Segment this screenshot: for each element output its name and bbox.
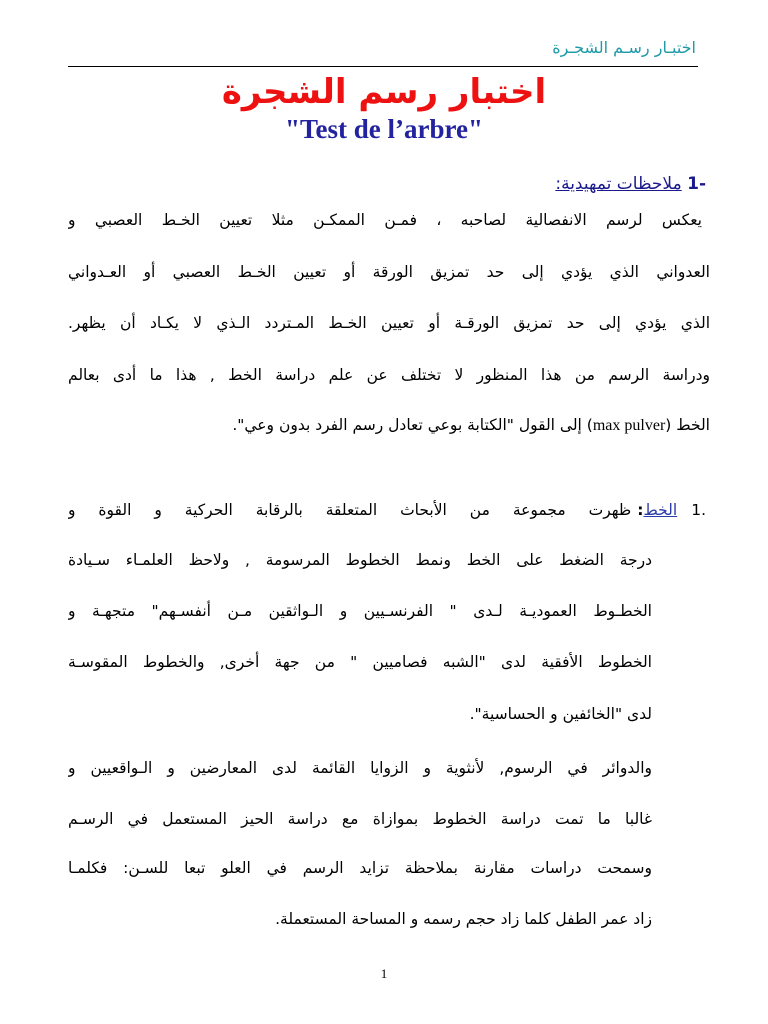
list-item-first-line bbox=[68, 499, 706, 521]
paragraph-line: غالبا ما تمت دراسة الخطوط بموازاة مع دراسة الحيز المستعمل في الرسـم bbox=[68, 810, 652, 828]
paragraph-line: الذي يؤدي إلى حد تمزيق الورقـة أو تعيين الخـط المـتردد الـذي لا يكـاد أن يظهر. bbox=[68, 314, 710, 332]
page-number: 1 bbox=[380, 966, 388, 981]
paragraph-line: يعكس لرسم الانفصالية لصاحبه ، فمـن الممكـن مثلا تعيين الخـط العصبي و bbox=[68, 211, 702, 229]
running-header: اختبـار رسـم الشجـرة bbox=[552, 38, 696, 57]
section-heading bbox=[555, 174, 706, 194]
line-text: الخط ( bbox=[665, 416, 710, 434]
header-rule bbox=[68, 66, 698, 67]
paragraph-line: زاد عمر الطفل كلما زاد حجم رسمه و المساحة المستعملة. bbox=[275, 910, 652, 928]
paragraph-line: ودراسة الرسم من هذا المنظور لا تختلف عن علم دراسة الخط , هذا ما أدى بعالم bbox=[68, 366, 710, 384]
paragraph-line: درجة الضغط على الخط ونمط الخطوط المرسومة , ولاحظ العلمـاء سـيادة bbox=[68, 551, 652, 569]
french-title: "Test de l’arbre" bbox=[285, 114, 483, 144]
arabic-title: اختبار رسم الشجرة bbox=[221, 72, 547, 112]
section-heading-text: ملاحظات تمهيدية: bbox=[555, 174, 682, 194]
author-name: max pulver bbox=[592, 417, 666, 434]
list-item-number: 1. bbox=[691, 501, 706, 519]
paragraph-line: الخطوط الأفقية لدى "الشبه فصاميين " من جهة أخرى, والخطوط المقوسـة bbox=[68, 653, 652, 671]
paragraph-line: لدى "الخائفين و الحساسية". bbox=[469, 705, 652, 723]
paragraph-line: وسمحت دراسات مقارنة بملاحظة تزايد الرسم في العلو تبعا للسـن: فكلمـا bbox=[68, 859, 652, 877]
section-number: -1 bbox=[687, 174, 706, 194]
line-text: ) إلى القول "الكتابة بوعي تعادل رسم الفرد بدون وعي". bbox=[232, 416, 593, 434]
paragraph-line: الخطـوط العموديـة لـدى " الفرنسـيين و الـواثقين مـن أنفسـهم" متجهـة و bbox=[68, 602, 652, 620]
paragraph-line: والدوائر في الرسوم, لأنثوية و الزوايا القائمة لدى المعارضين و الـواقعيين و bbox=[68, 759, 652, 777]
paragraph-line bbox=[68, 414, 710, 437]
list-item-colon: : bbox=[637, 501, 644, 519]
list-item-label: الخط bbox=[643, 501, 678, 519]
line-text: ظهرت مجموعة من الأبحاث المتعلقة بالرقابة الحركية و القوة و bbox=[68, 501, 632, 519]
paragraph-line: العدواني الذي يؤدي إلى حد تمزيق الورقة أو تعيين الخـط العصبي أو العـدواني bbox=[68, 263, 710, 281]
